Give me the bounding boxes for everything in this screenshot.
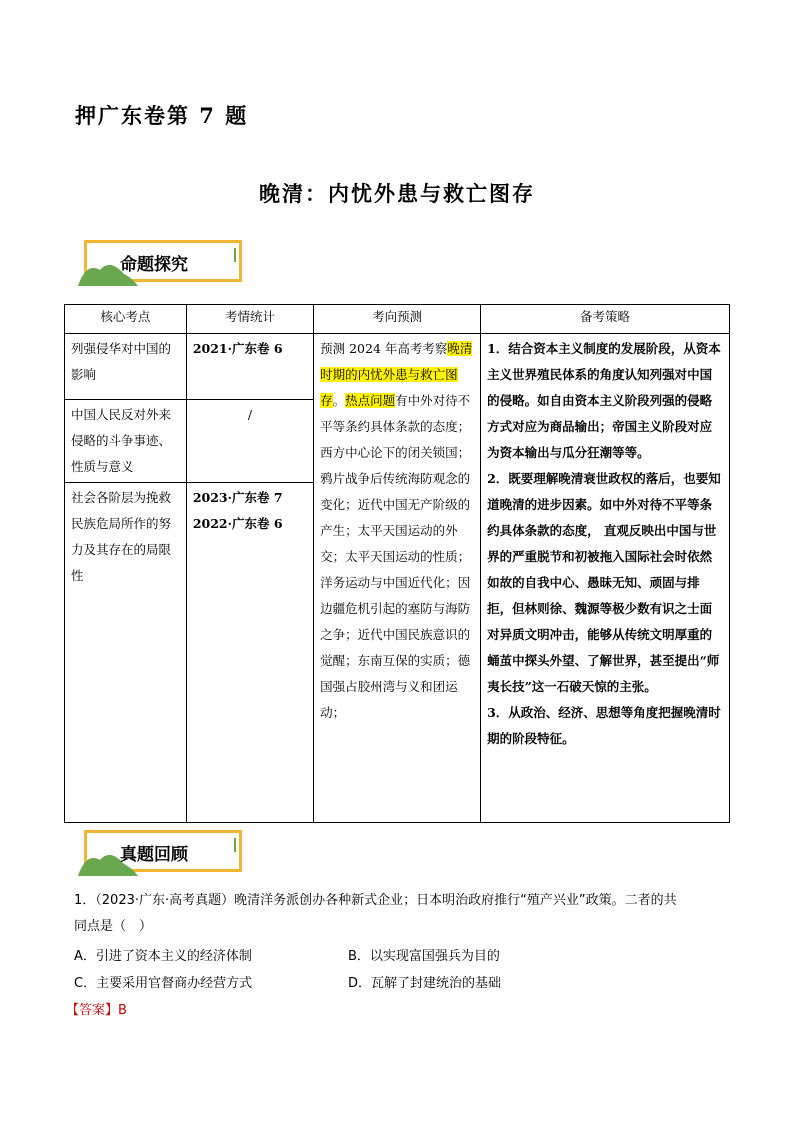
section-label: 真题回顾	[120, 845, 188, 865]
col-header: 考向预测	[314, 305, 481, 334]
point-cell: 中国人民反对外来侵略的斗争事迹、性质与意义	[65, 400, 187, 483]
forecast-cell: 预测 2024 年高考考察晚清时期的内忧外患与救亡图存。热点问题有中外对待不平等条约具体条款的态度；西方中心论下的闭关锁国；鸦片战争后传统海防观念的变化；近代中国无产阶级的产生；太平天国运动的外交；太平天国运动的性质；洋务运动与中国近代化；因边疆危机引起的塞防与海防之争；近代中国民族意识的觉醒；东南互保的实质；德国强占胶州湾与义和团运动；	[314, 334, 481, 823]
option-c: C．主要采用官督商办经营方式	[74, 976, 253, 991]
point-cell: 列强侵华对中国的影响	[65, 334, 187, 400]
col-header: 考情统计	[186, 305, 313, 334]
answer-line	[66, 998, 127, 1024]
section-badge-review	[78, 830, 246, 876]
page-title: 押广东卷第 7 题	[75, 103, 249, 128]
option-b: B．以实现富国强兵为目的	[348, 949, 500, 964]
stats-cell: 2021·广东卷 6	[186, 334, 313, 400]
col-header: 备考策略	[481, 305, 730, 334]
strategy-cell: 1．结合资本主义制度的发展阶段，从资本主义世界殖民体系的角度认知列强对中国的侵略。如自由资本主义阶段列强的侵略方式对应为商品输出；帝国主义阶段对应为资本输出与瓜分狂潮等等。 2．既要理解晚清衰世政权的落后，也要知道晚清的进步因素。如中外对待不平等条约具体条款的态度， 直观反映出中国与世界的严重脱节和初被拖入国际社会时依然如故的自我中心、愚昧无知、顽固与排拒，但林则徐、魏源等极少数有识之士面对异质文明冲击，能够从传统文明厚重的蛹茧中探头外望、了解世界，甚至提出“师夷长技”这一石破天惊的主张。 3．从政治、经济、思想等角度把握晚清时期的阶段特征。	[481, 334, 730, 823]
answer-label: 【答案】	[66, 1003, 119, 1018]
stats-cell: /	[186, 400, 313, 483]
answer-value: B	[118, 1003, 127, 1018]
section-badge-explore	[78, 240, 246, 286]
page-subtitle: 晚清：内忧外患与救亡图存	[259, 181, 535, 206]
question-stem: 1．（2023·广东·高考真题）晚清洋务派创办各种新式企业；日本明治政府推行“殖产兴业”政策。二者的共	[74, 893, 677, 908]
point-cell: 社会各阶层为挽救民族危局所作的努力及其存在的局限性	[65, 483, 187, 823]
section-label: 命题探究	[120, 255, 188, 275]
option-d: D．瓦解了封建统治的基础	[348, 976, 502, 991]
option-a: A．引进了资本主义的经济体制	[74, 949, 252, 964]
stats-cell: 2023·广东卷 7 2022·广东卷 6	[186, 483, 313, 823]
exam-table	[64, 304, 730, 823]
col-header: 核心考点	[65, 305, 187, 334]
question-stem-cont: 同点是（ ）	[74, 919, 153, 934]
